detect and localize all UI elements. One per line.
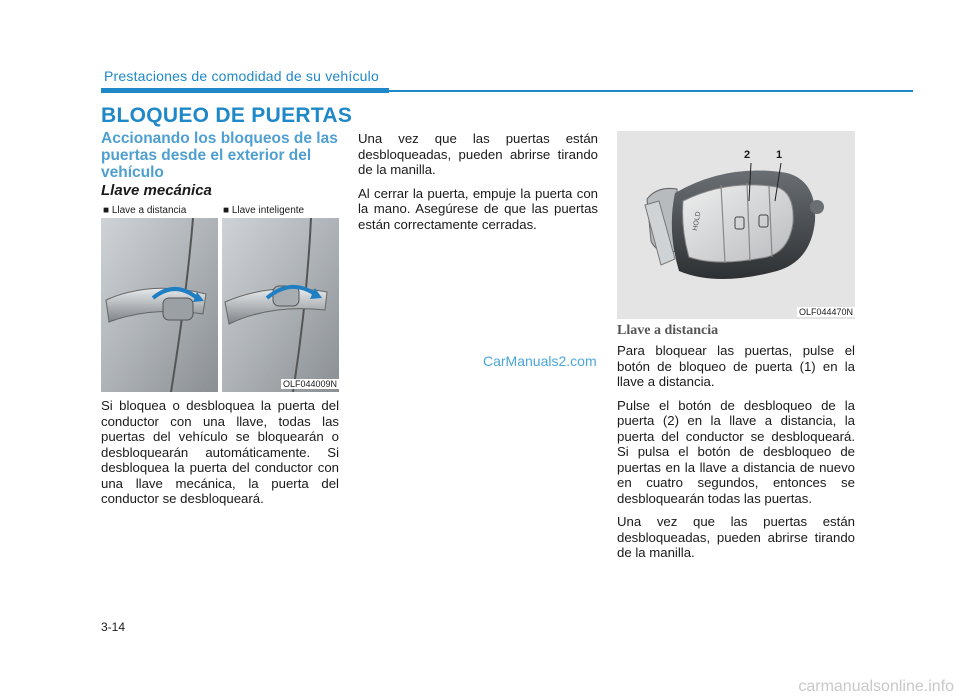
- paragraph: Para bloquear las puertas, pulse el botón de bloqueo de puerta (1) en la llave a distancia.: [617, 343, 855, 389]
- subsubsection-title: Llave mecánica: [101, 182, 212, 199]
- header-bar: [101, 88, 389, 93]
- column-2: [358, 131, 598, 240]
- remote-key-title: Llave a distancia: [617, 323, 719, 338]
- svg-text:HOLD: HOLD: [692, 210, 703, 232]
- figure-remote-key: [617, 131, 855, 319]
- chapter-header: Prestaciones de comodidad de su vehículo: [104, 68, 379, 84]
- paragraph: Al cerrar la puerta, empuje la puerta con la mano. Asegúrese de que las puertas están correctamente cerradas.: [358, 185, 598, 232]
- remote-key-image: [617, 131, 855, 319]
- watermark: CarManuals2.com: [483, 353, 597, 369]
- caption-smart-key: ■ Llave inteligente: [223, 205, 305, 216]
- footer-watermark: carmanualsonline.info: [798, 678, 954, 695]
- callout-unlock-button: 2: [744, 149, 751, 161]
- page-number: 3-14: [101, 620, 126, 634]
- column-3: [617, 323, 855, 569]
- caption-remote-key: ■ Llave a distancia: [103, 205, 187, 216]
- subsection-title: Accionando los bloqueos de las puertas desde el exterior del vehículo: [101, 130, 338, 181]
- figure-code: OLF044470N: [798, 307, 853, 317]
- header-rule: [389, 90, 913, 92]
- paragraph: Si bloquea o desbloquea la puerta del conductor con una llave, todas las puertas del vehículo se bloquearán o desbloquearán automáticamente. Si desbloquea la puerta del conductor con una llave mecánica, la puerta del conductor se desbloqueará.: [101, 398, 339, 506]
- figure-code: OLF044009N: [282, 379, 337, 389]
- door-handle-photos: [101, 202, 339, 392]
- paragraph: Una vez que las puertas están desbloqueadas, pueden abrirse tirando de la manilla.: [358, 131, 598, 177]
- figure-door-handles: [101, 202, 339, 392]
- paragraph: Una vez que las puertas están desbloqueadas, pueden abrirse tirando de la manilla.: [617, 514, 855, 560]
- section-title: BLOQUEO DE PUERTAS: [101, 104, 353, 127]
- callout-lock-button: 1: [776, 149, 783, 161]
- column-1: [101, 398, 339, 515]
- paragraph: Pulse el botón de desbloqueo de la puerta (2) en la llave a distancia, la puerta del conductor se desbloqueará. Si pulsa el botón de desbloqueo de puertas en la llave a distancia de nuevo en cuatro segundos, entonces se desbloquearán todas las puertas.: [617, 397, 855, 506]
